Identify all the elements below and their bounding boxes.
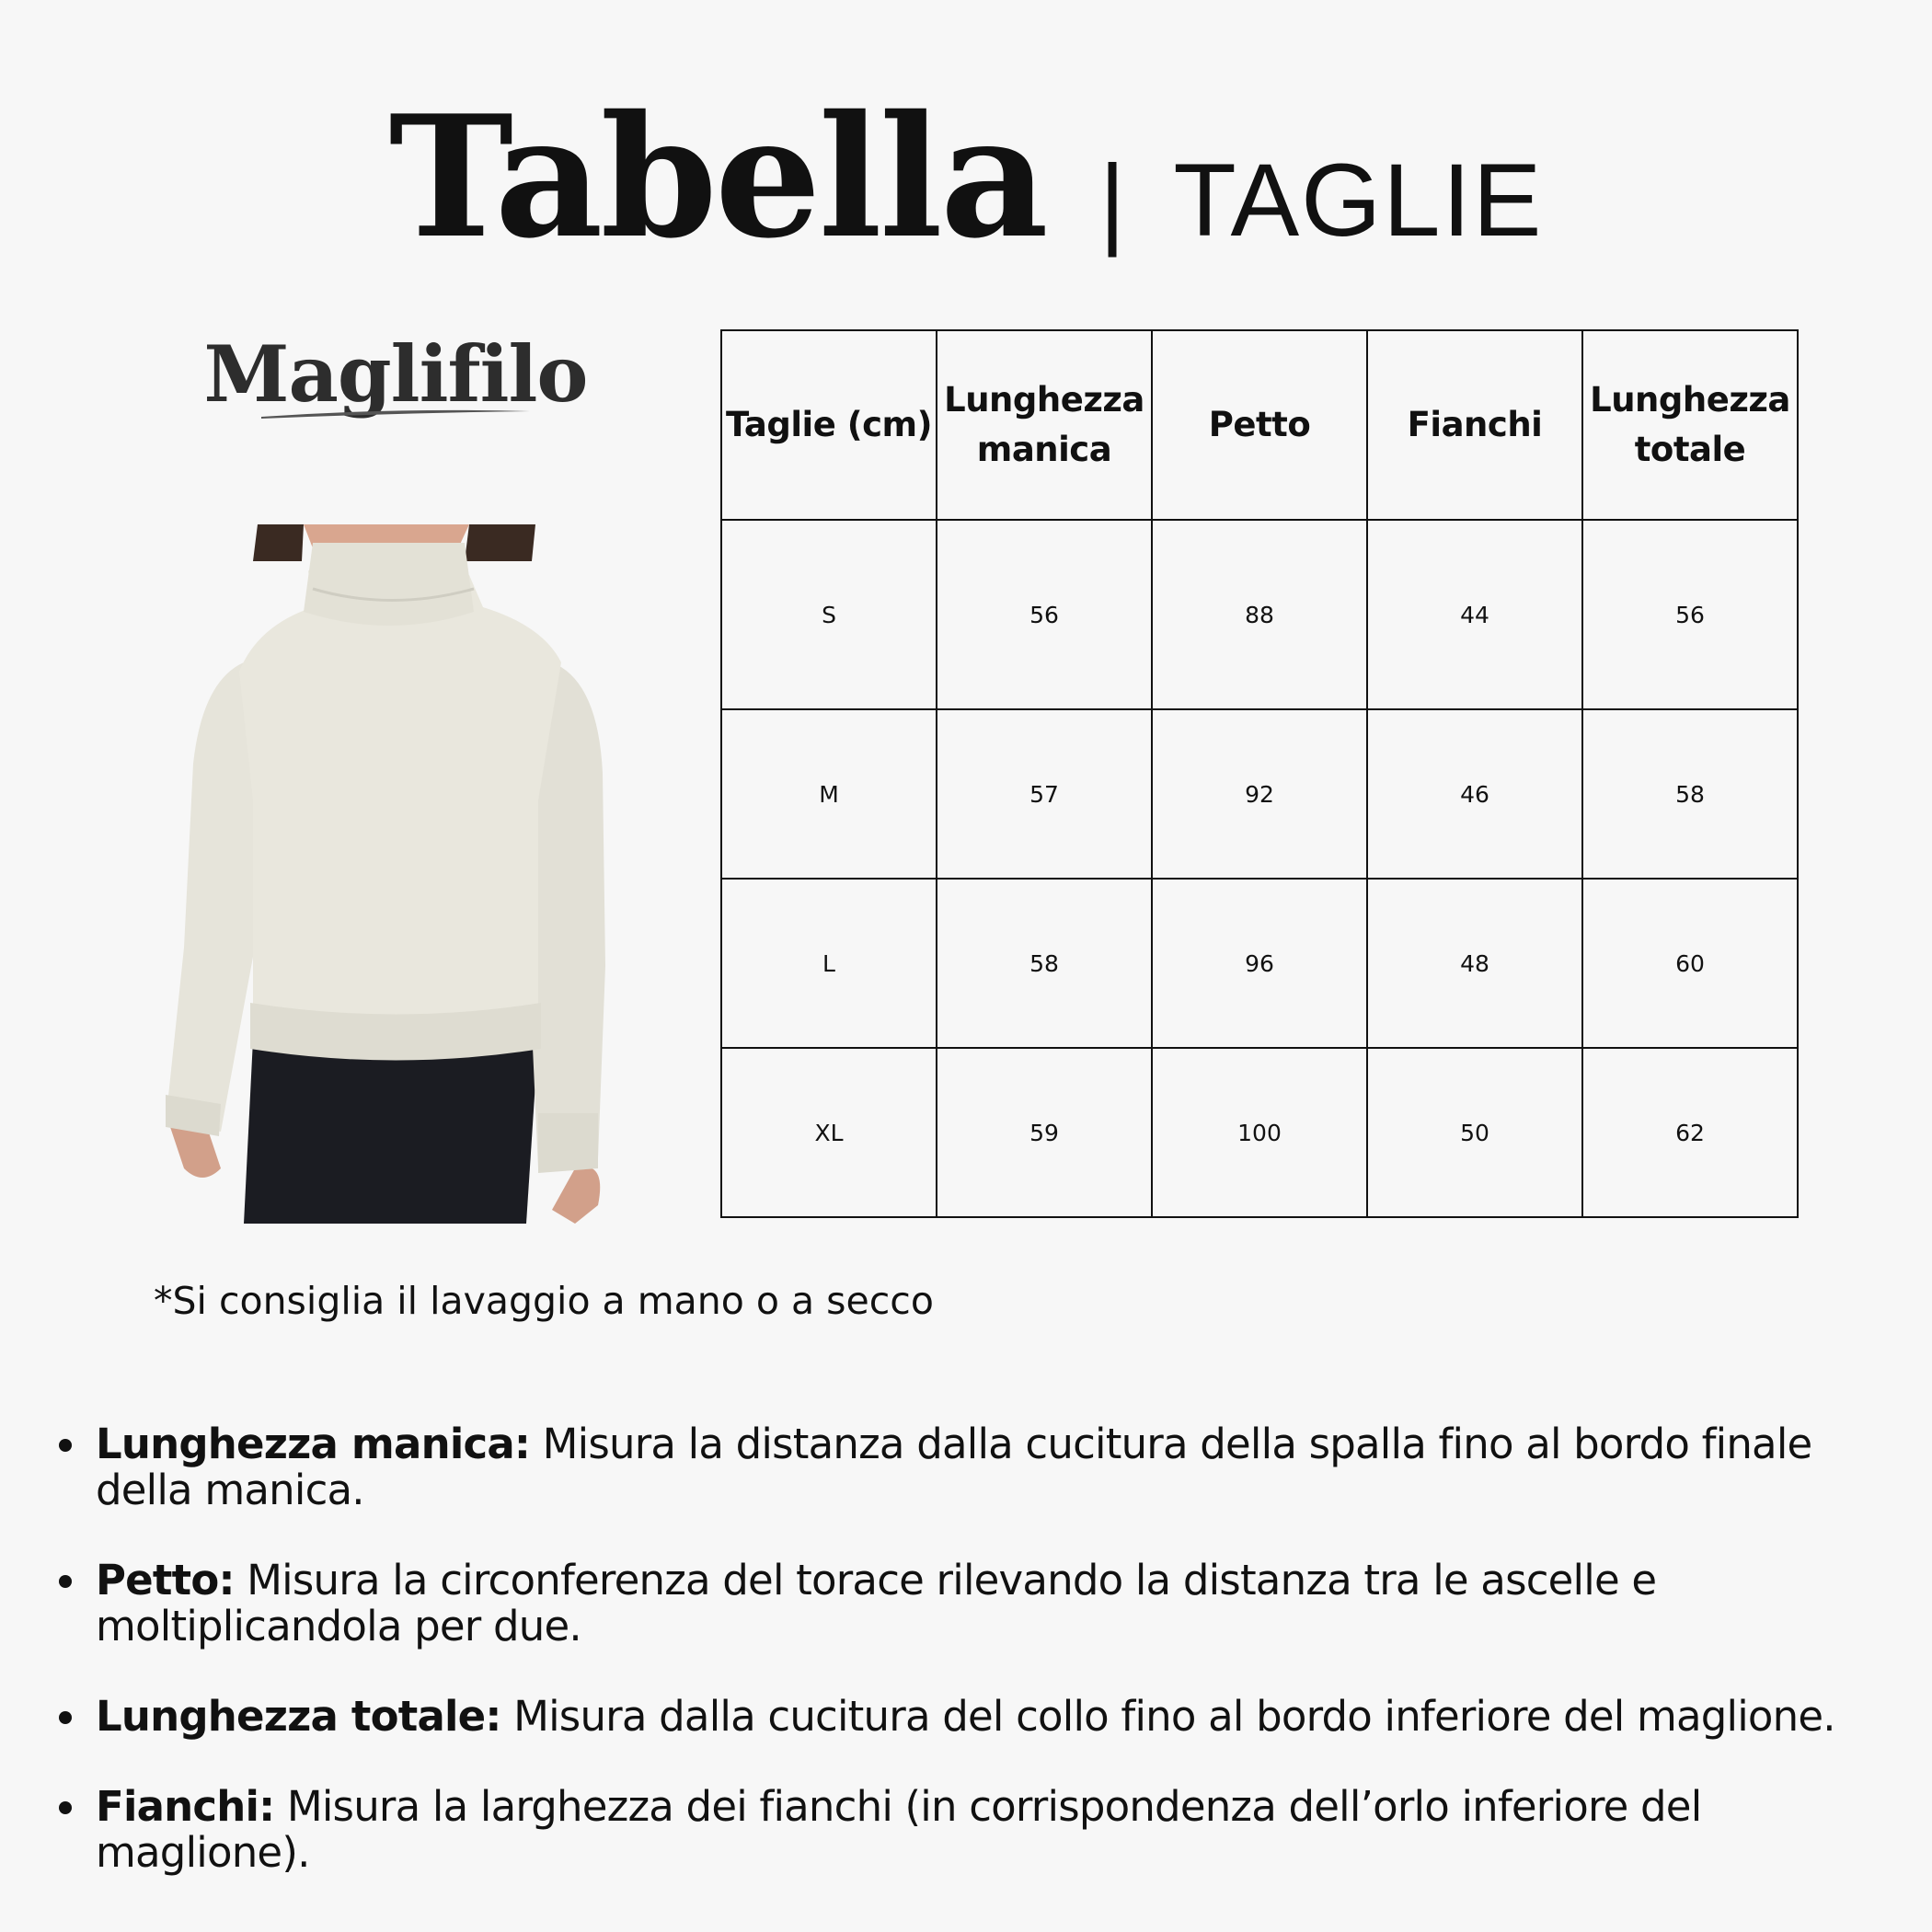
table-row [721,709,1798,879]
list-item [53,1784,1903,1876]
definition-text: Misura la circonferenza del torace rilevando la distanza tra le ascelle e moltiplicandola per due. [96,1556,1657,1650]
title-separator: | [1098,144,1126,258]
table-row [721,1048,1798,1217]
definition-term: Petto: [96,1556,235,1604]
table-header-row [721,330,1798,520]
header-total-length: Lunghezza totale [1582,330,1798,520]
table-cell: 58 [1582,709,1798,879]
size-table [720,329,1799,1218]
definition-term: Lunghezza totale: [96,1692,501,1741]
definition-text: Misura la distanza dalla cucitura della spalla fino al bordo finale della manica. [96,1420,1812,1514]
table-cell: 56 [937,520,1152,709]
table-row [721,520,1798,709]
table-cell: 57 [937,709,1152,879]
table-cell: 92 [1152,709,1367,879]
header-size: Taglie (cm) [721,330,937,520]
care-note: *Si consiglia il lavaggio a mano o a secco [154,1279,934,1323]
table-cell: M [721,709,937,879]
page-title [0,78,1932,275]
sweater-model-photo [166,524,635,1224]
list-item [53,1558,1903,1650]
table-cell: 96 [1152,879,1367,1048]
table-cell: XL [721,1048,937,1217]
table-cell: 100 [1152,1048,1367,1217]
title-main: Tabella [388,78,1046,275]
table-cell: 44 [1367,520,1582,709]
table-cell: 56 [1582,520,1798,709]
table-cell: 50 [1367,1048,1582,1217]
definitions-list [53,1421,1903,1920]
table-cell: 60 [1582,879,1798,1048]
title-sub: TAGLIE [1173,143,1544,258]
logo-text: Maglifilo [203,328,588,420]
table-cell: 46 [1367,709,1582,879]
brand-logo [184,328,607,420]
header-hips: Fianchi [1367,330,1582,520]
definition-term: Lunghezza manica: [96,1420,531,1468]
header-chest: Petto [1152,330,1367,520]
definition-text: Misura la larghezza dei fianchi (in corrispondenza dell’orlo inferiore del maglione). [96,1782,1702,1877]
list-item [53,1421,1903,1513]
table-cell: 48 [1367,879,1582,1048]
list-item [53,1694,1903,1740]
header-sleeve-length: Lunghezza manica [937,330,1152,520]
table-row [721,879,1798,1048]
table-cell: 58 [937,879,1152,1048]
table-cell: 88 [1152,520,1367,709]
table-cell: L [721,879,937,1048]
table-cell: 59 [937,1048,1152,1217]
table-cell: 62 [1582,1048,1798,1217]
definition-term: Fianchi: [96,1782,275,1831]
definition-text: Misura dalla cucitura del collo fino al bordo inferiore del maglione. [500,1692,1835,1741]
table-cell: S [721,520,937,709]
